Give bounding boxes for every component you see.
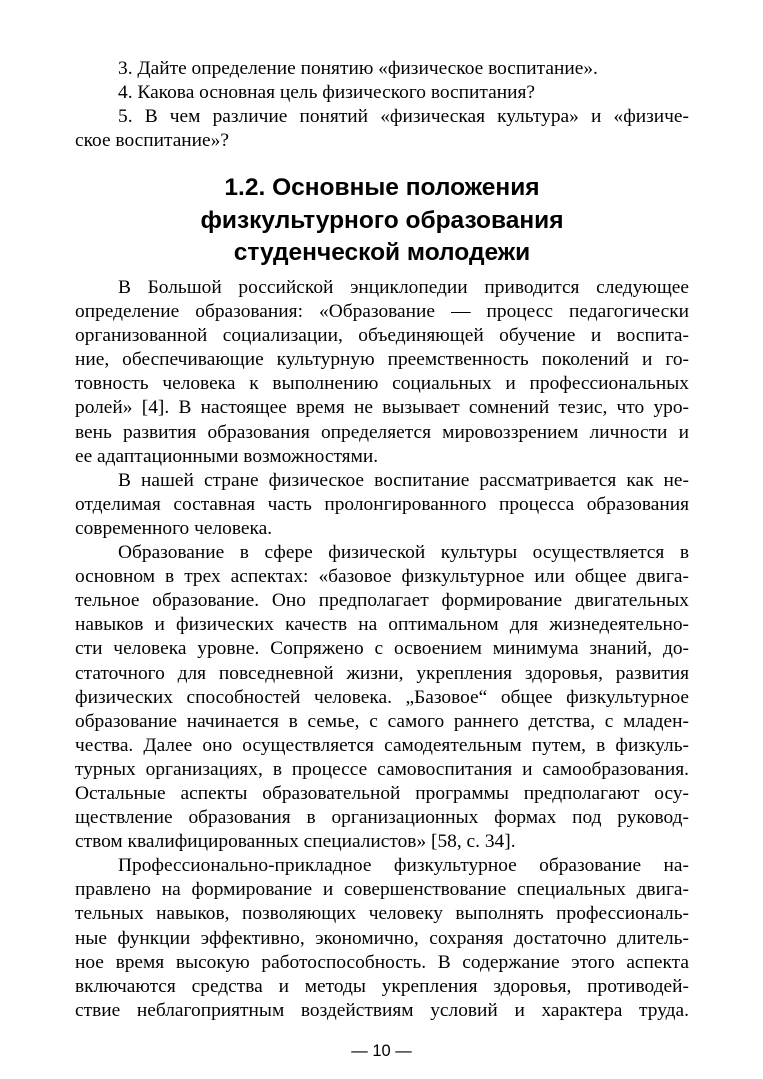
paragraph-1-line: вень развития образования определяется мировоззрением личности и — [75, 421, 689, 443]
paragraph-1-line: В Большой российской энциклопедии приводится следующее — [118, 277, 689, 298]
paragraph-3-line: ством квалифицированных специалистов» [58, с. 34]. — [75, 831, 516, 853]
paragraph-3-line: тельное образование. Оно предполагает формирование двигательных — [75, 590, 689, 612]
paragraph-3-line: навыков и физических качеств на оптимальном для жизнедеятельно- — [75, 614, 689, 636]
paragraph-3-line: Остальные аспекты образовательной программы предполагают осу- — [75, 782, 689, 804]
paragraph-4-line: правлено на формирование и совершенствование специальных двига- — [75, 879, 689, 901]
paragraph-3-line: Образование в сфере физической культуры осуществляется в — [118, 542, 689, 564]
paragraph-4-line: ное время высокую работоспособность. В содержание этого аспекта — [75, 951, 689, 973]
section-heading — [75, 172, 689, 270]
paragraph-3-line: ществление образования в организационных формах под руковод- — [75, 807, 689, 829]
paragraph-3-line: чества. Далее оно осуществляется самодеятельным путем, в физкуль- — [75, 734, 689, 756]
paragraph-3-line: основном в трех аспектах: «базовое физкультурное или общее двига- — [75, 566, 689, 588]
question-5-line-2: ское воспитание»? — [75, 130, 229, 152]
page-number: — 10 — — [351, 1042, 412, 1060]
paragraph-3-line: турных организациях, в процессе самовоспитания и самообразования. — [75, 758, 689, 780]
paragraph-4-line: Профессионально-прикладное физкультурное образование на- — [118, 855, 689, 877]
paragraph-4-line: ные функции эффективно, экономично, сохраняя достаточно длитель- — [75, 927, 689, 949]
paragraph-3-line: образование начинается в семье, с самого раннего детства, с младен- — [75, 710, 689, 732]
paragraph-2-line: В нашей стране физическое воспитание рассматривается как не- — [118, 469, 689, 491]
review-questions — [75, 57, 689, 153]
paragraph-4-line: включаются средства и методы укрепления здоровья, противодей- — [75, 975, 689, 997]
section-heading-line-2: физкультурного образования — [200, 206, 564, 234]
paragraph-3-line: сти человека уровне. Сопряжено с освоением минимума знаний, до- — [75, 638, 689, 660]
paragraph-4-line: ствие неблагоприятным воздействиям условий и характера труда. — [75, 999, 689, 1021]
paragraph-1-line: ние, обеспечивающие культурную преемственность поколений и го- — [75, 349, 689, 371]
paragraph-1-line: ролей» [4]. В настоящее время не вызывает сомнений тезис, что уро- — [75, 397, 689, 419]
paragraph-4-line: тельных навыков, позволяющих человеку выполнять профессиональ- — [75, 903, 689, 925]
paragraph-1-line: определение образования: «Образование — процесс педагогически — [75, 301, 689, 323]
question-3: 3. Дайте определение понятию «физическое воспитание». — [118, 58, 598, 79]
paragraph-3-line: физических способностей человека. „Базовое“ общее физкультурное — [75, 686, 689, 708]
paragraph-1-line: товность человека к выполнению социальных и профессиональных — [75, 373, 689, 395]
section-heading-line-3: студенческой молодежи — [233, 239, 531, 266]
paragraph-2-line: современного человека. — [75, 517, 273, 539]
paragraph-1-line: ее адаптационными возможностями. — [75, 445, 379, 467]
question-5-line-1: 5. В чем различие понятий «физическая культура» и «физиче- — [118, 106, 689, 128]
paragraph-2-line: отделимая составная часть пролонгированного процесса образования — [75, 493, 689, 515]
question-4: 4. Какова основная цель физического воспитания? — [118, 82, 536, 104]
section-heading-line-1: 1.2. Основные положения — [224, 174, 540, 201]
body-text — [75, 276, 689, 1023]
paragraph-1-line: организованной социализации, объединяющей обучение и воспита- — [75, 325, 689, 347]
paragraph-3-line: статочного для повседневной жизни, укрепления здоровья, развития — [75, 662, 689, 684]
